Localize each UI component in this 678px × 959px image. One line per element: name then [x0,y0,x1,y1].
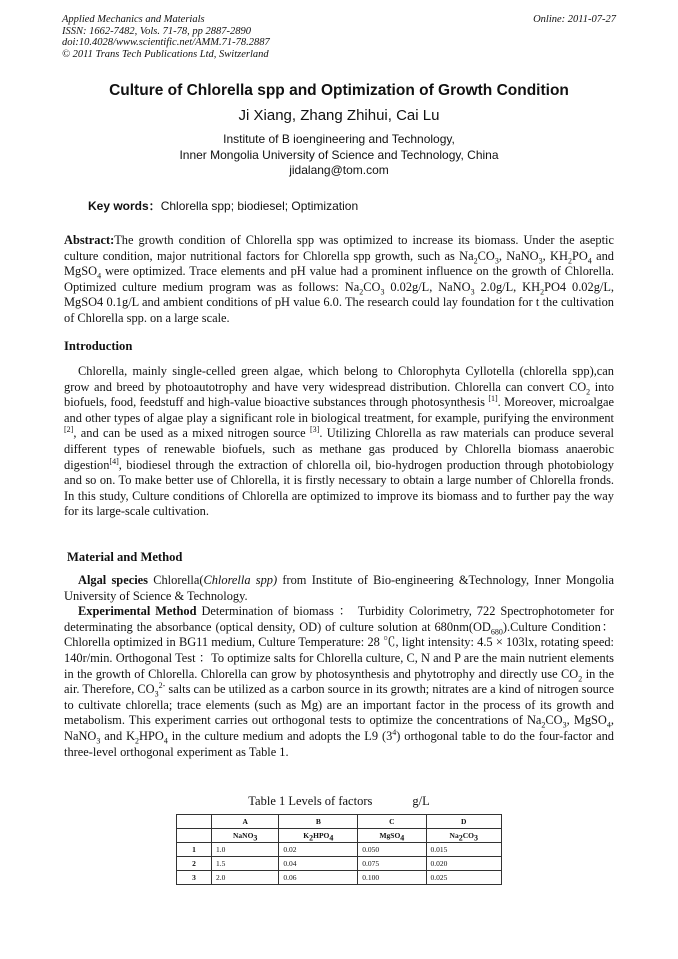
affiliation-line-2: Inner Mongolia University of Science and Technology, China [179,147,499,162]
journal-name: Applied Mechanics and Materials [62,14,205,25]
algal-species-label: Algal species [78,573,148,587]
issn: ISSN: 1662-7482, Vols. 71-78, pp 2887-2890 [62,25,251,37]
keywords-text: Chlorella spp; biodiesel; Optimization [160,199,359,213]
table-caption: Table 1 Levels of factors g/L [248,794,430,808]
journal-header [62,14,270,60]
introduction-body: Chlorella, mainly single-celled green algae, which belong to Chlorophyta Cyllotella (chlorella spp),can grow and breed by photoautotrophy and have very widespread distribution. Chlorella can convert $CO_2$ into biofuels, food, feedstuff and high-value bioactive substances through photosynthesis [1]. Moreover, microalgae and other types of algae play a significant role in biological treatment, for example, purifying the environment [2], and can be used as a mixed nitrogen source [3]. Utilizing Chlorella as raw materials can produce several different types of renewable biofuels, such as methane gas produced by Chlorella biomass anaerobic digestion[4], biodiesel through the extraction of chlorella oil, bio-hydrogen production through photobiology and so on. To make better use of Chlorella, it is firstly necessary to obtain a large number of Chlorella fronds. In this study, Culture conditions of Chlorella are optimized to improve its biomass and to further pay the way for its large-scale cultivation. [64,364,614,519]
column-letter: B [279,815,358,829]
keywords-label: Key words： [88,199,161,213]
column-letter: A [212,815,279,829]
table-row: 3 2.0 0.06 0.100 0.025 [177,871,502,885]
citation: [3] [310,425,320,435]
levels-table [176,814,502,885]
table-row: 1 1.0 0.02 0.050 0.015 [177,843,502,857]
factor-header: MgSO$_4$ [358,829,426,843]
table-header-factors [177,829,502,843]
column-letter: D [426,815,502,829]
factor-header: $K_2HPO_4$ [279,829,358,843]
citation: [1] [488,394,498,404]
doi: doi:10.4028/www.scientific.net/AMM.71-78.2887 [62,37,270,48]
table-unit: g/L [412,794,430,808]
abstract: Abstract:The growth condition of Chlorella spp was optimized to increase its biomass. Under the aseptic culture condition, major nutritional factors for Chlorella spp growth, such as $Na_2CO_3$, NaNO$_3$, $KH_2PO_4$ and MgSO$_4$ were optimized. Trace elements and pH value had a prominent influence on the growth of Chlorella. Optimized culture medium program was as follows: $Na_2CO_3$ 0.02g/L, NaNO$_3$ 2.0g/L, $KH_2PO4$ 0.02g/L, MgSO4 0.1g/L and ambient conditions of pH value 6.0. The research could lay foundation for t the cultivation of Chlorella spp. on a large scale. [64,233,615,325]
citation: [4] [109,456,119,466]
affiliation [0,132,678,179]
paper-title: Culture of Chlorella spp and Optimization of Growth Condition [109,82,569,99]
introduction-heading: Introduction [64,339,133,353]
online-date: Online: 2011-07-27 [533,14,616,25]
abstract-label: Abstract: [64,233,115,247]
keywords [88,197,358,214]
affiliation-line-1: Institute of B ioengineering and Technology, [223,132,455,146]
factor-header: $Na_2CO_3$ [426,829,502,843]
method-heading: Material and Method [67,550,183,564]
authors: Ji Xiang, Zhang Zhihui, Cai Lu [238,107,440,124]
email: jidalang@tom.com [289,163,389,177]
experimental-method-label: Experimental Method [78,604,197,619]
table-header-letters [177,815,502,829]
table-row: 2 1.5 0.04 0.075 0.020 [177,857,502,871]
factor-header: NaNO$_3$ [212,829,279,843]
citation: [2] [64,425,74,435]
method-body: Algal species Chlorella(Chlorella spp) from Institute of Bio-engineering &Technology, Inner Mongolia University of Science & Technology. Experimental Method Determination of biomass ： Turbidity Colorimetry, 722 Spectrophotometer for determinating the absorbance (optical density, OD) of culture solution at $680nm(OD_{680}).Culture$ Condition：Chlorella optimized in BG11 medium, Culture Temperature: 28 ℃, light intensity: 4.5 × 103lx, rotating speed: 140r/min. Orthogonal Test ：To optimize salts for Chlorella culture, C, N and P are the main nutrient elements in the growth of Chlorella. Chlorella can grow by photosynthesis and phytotrophy and directly use $CO_2$ in the air. Therefore, $CO_3^{2-}$ salts can be utilized as a carbon source in its growth; nitrates are a kind of nitrogen source to cultivate chlorella; trace elements (such as Mg) are an important factor in the process of its growth and metabolism. This experiment carries out orthogonal tests to optimize the concentrations of $Na_2CO_3$, MgSO$_4$, NaNO$_3$ and $K_2HPO_4$ in the culture medium and adopts the L9 $(3^4)$ orthogonal table to do the four-factor and three-level orthogonal experiment as Table 1. [64,573,614,759]
column-letter: C [358,815,426,829]
copyright: © 2011 Trans Tech Publications Ltd, Switzerland [62,48,269,60]
